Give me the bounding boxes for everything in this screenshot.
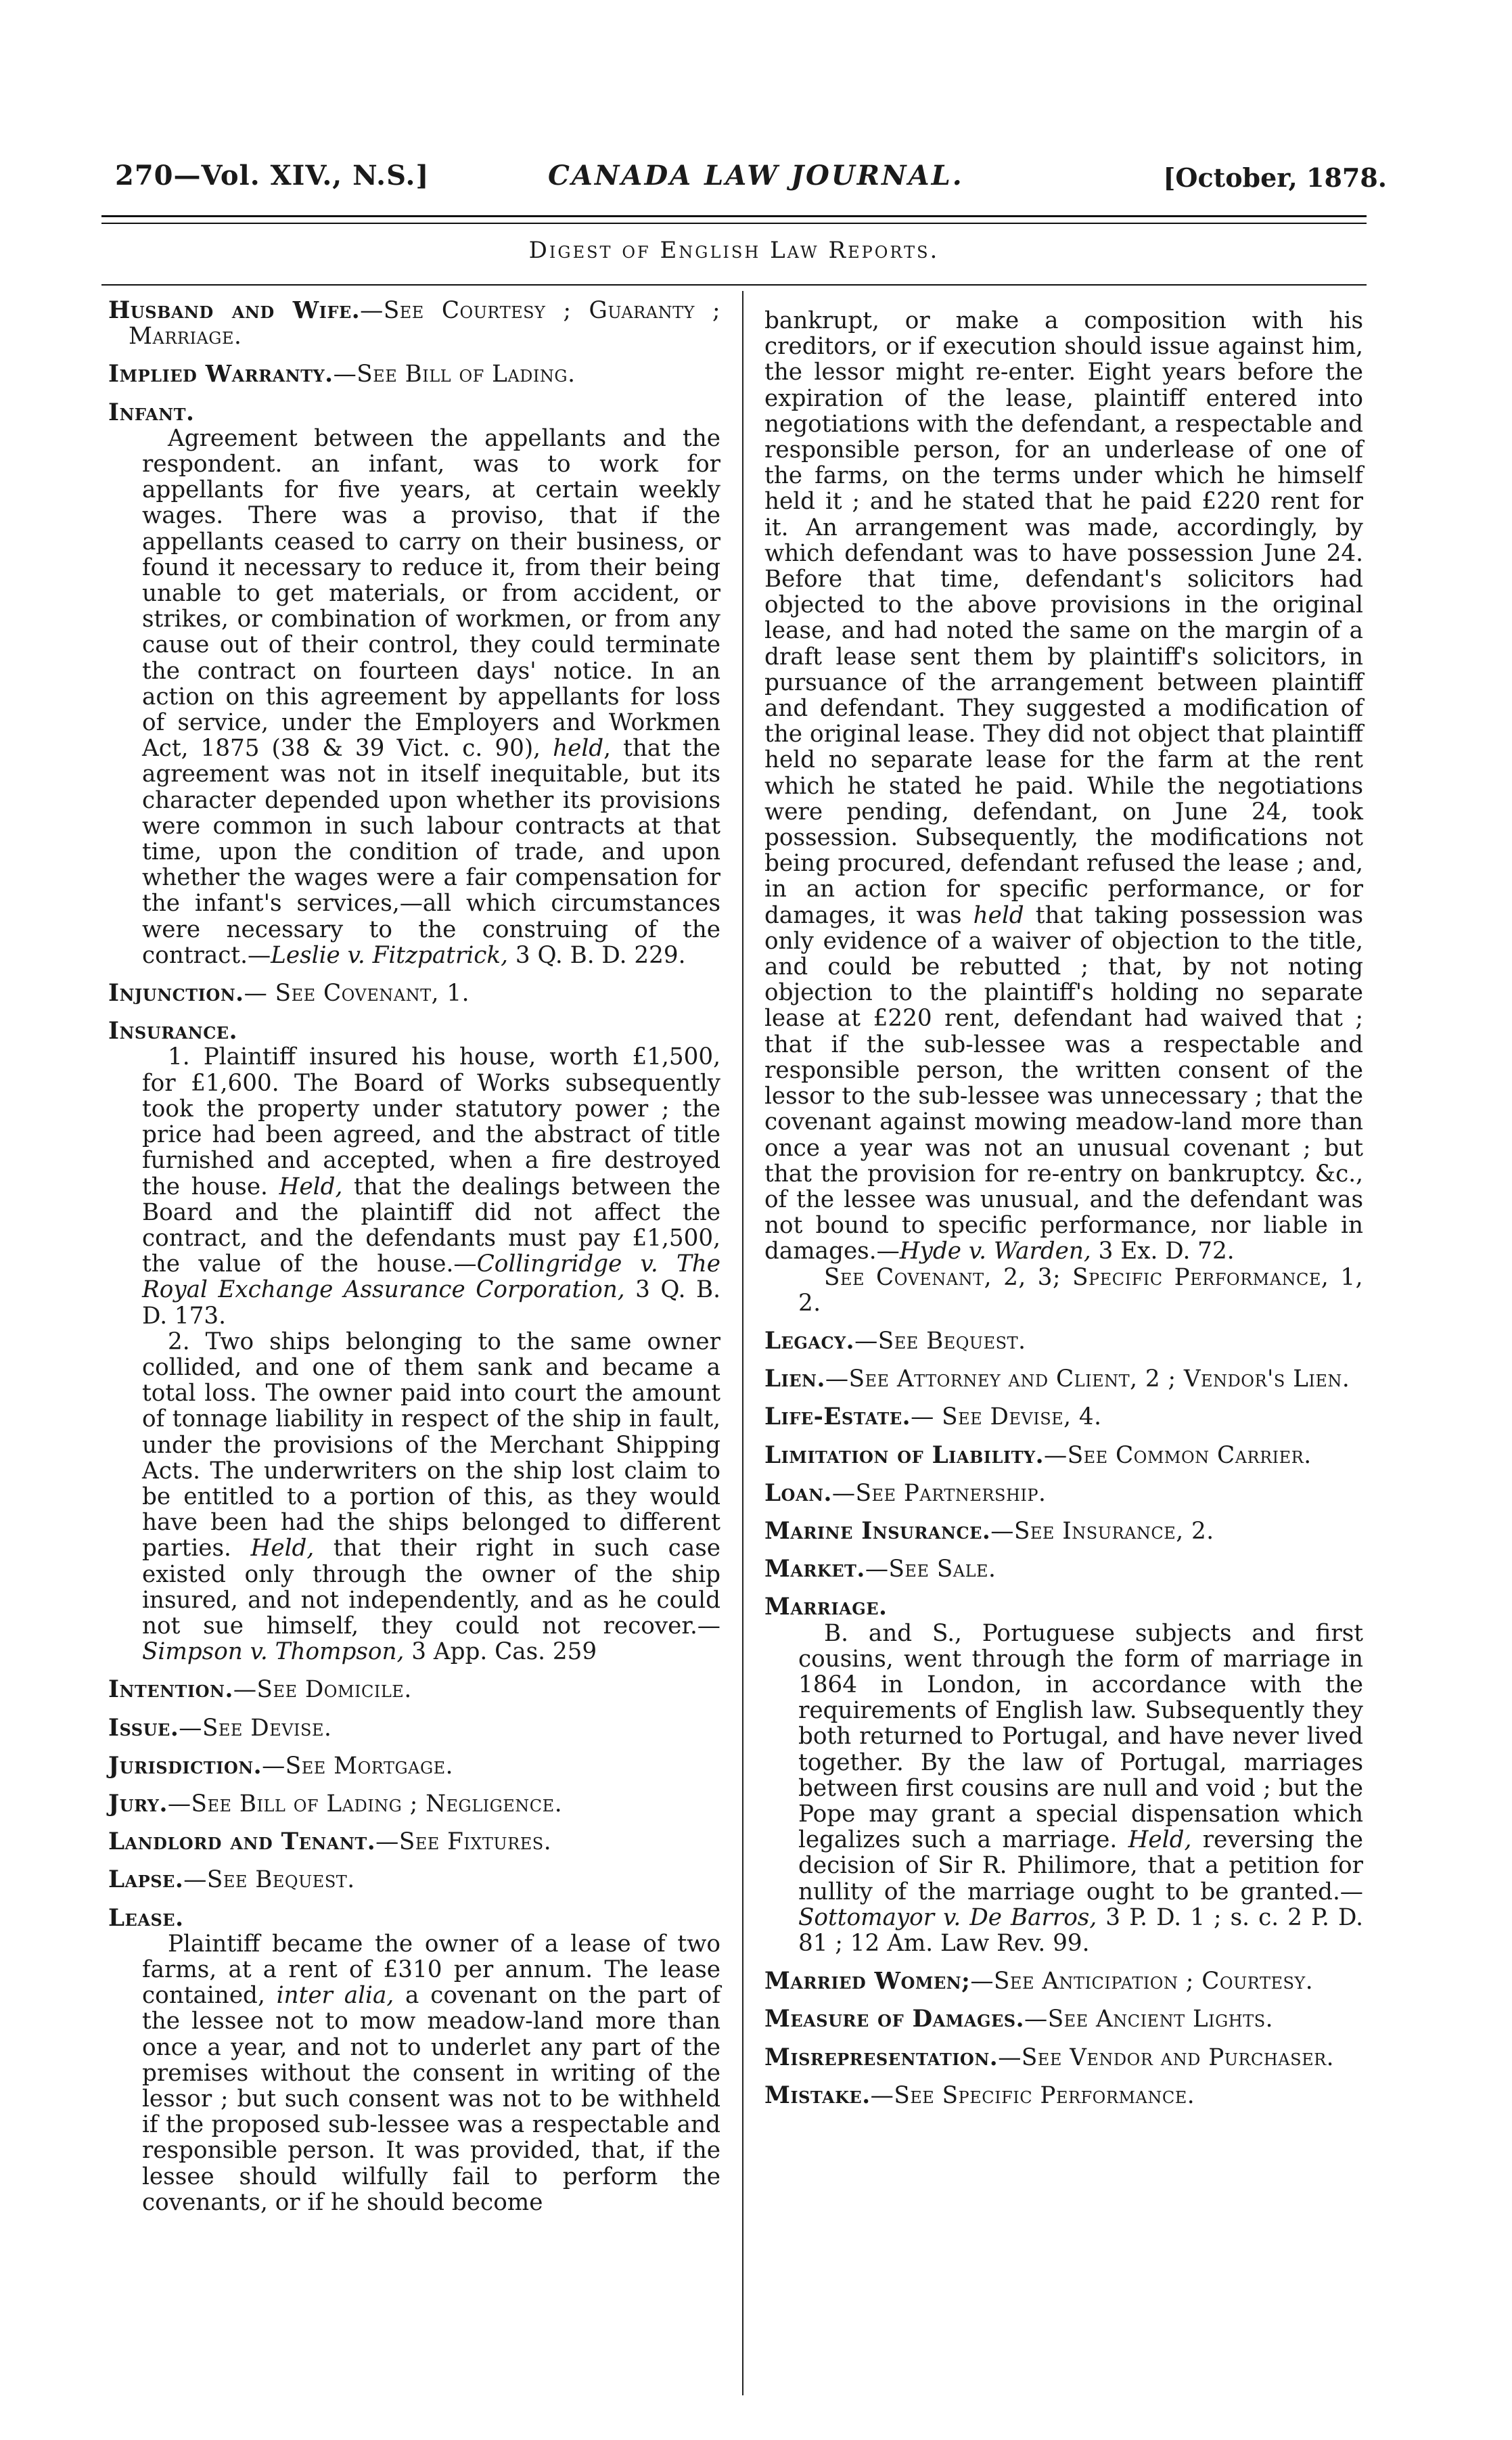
- digest-paragraph: [142, 426, 720, 968]
- entry-married-women: [764, 1968, 1363, 1994]
- held-text: held: [973, 901, 1024, 929]
- entry-lapse: [108, 1867, 720, 1893]
- left-column: [108, 298, 720, 2228]
- page-number-volume: 270—Vol. XIV., N.S.]: [115, 160, 430, 191]
- entry-heading: Marine Insurance.: [764, 1517, 991, 1545]
- paragraph-text: that the dealings between the Board and the plaintiff did not affect the contract, and the defendants must pay £1,500, the value of the house.—: [142, 1173, 721, 1278]
- report-citation: 3 Q. B. D. 229.: [515, 941, 686, 969]
- digest-paragraph: [142, 1329, 720, 1665]
- entry-misrepresentation: [764, 2045, 1363, 2071]
- running-head: [115, 160, 1387, 200]
- entry-heading: Implied Warranty.: [108, 361, 334, 388]
- entry-heading: Misrepresentation.: [764, 2043, 999, 2071]
- entry-heading: Intention.: [108, 1676, 233, 1704]
- cross-reference: —See Fixtures.: [375, 1828, 552, 1856]
- entry-lease: [108, 1905, 720, 2215]
- cross-reference: —See Sale.: [865, 1556, 996, 1583]
- cross-reference: —See Devise.: [179, 1714, 332, 1742]
- entry-marine-insurance: [764, 1518, 1363, 1544]
- cross-reference: —See Specific Performance.: [870, 2081, 1195, 2109]
- digest-paragraph: [142, 1931, 720, 2215]
- see-also: See Covenant, 2, 3; Specific Performance, 1, 2.: [798, 1263, 1363, 1317]
- digest-paragraph: [142, 1044, 720, 1328]
- cross-reference: —See Common Carrier.: [1044, 1441, 1312, 1469]
- entry-heading: Husband and Wife.: [108, 297, 361, 324]
- entry-life-estate: [764, 1404, 1363, 1430]
- entry-marriage: [764, 1594, 1363, 1956]
- digest-paragraph: [764, 308, 1363, 1265]
- paragraph-text: a covenant on the part of the lessee not to mow meadow-land more than once a year, and not to underlet any part of the premises without the consent in writing of the lessor ; but such consent was not to be withheld if the proposed sub-lessee was a respectable and responsible person. It was provided, that, if the lessee should wilfully fail to perform the covenants, or if he should become: [142, 1982, 721, 2216]
- held-text: Held,: [1128, 1826, 1192, 1854]
- entry-heading: Insurance.: [108, 1018, 237, 1045]
- paragraph-text: 1. Plaintiff insured his house, worth £1,500, for £1,600. The Board of Works subsequently took the property under statutory power ; the price had been agreed, and the abstract of title furnished and accepted, when a fire destroyed the house.: [142, 1043, 720, 1200]
- paragraph-text: , that the agreement was not in itself inequitable, but its character depended upon whether its provisions were common in such labour contracts at that time, upon the condition of trade, and upon whether the wages were a fair compensation for the infant's services,—all which circumstances were necessary to the construing of the contract.—: [142, 735, 720, 969]
- report-citation: 3 App. Cas. 259: [411, 1638, 597, 1666]
- cross-reference: —See Bill of Lading ; Negligence.: [167, 1790, 563, 1817]
- entry-heading: Lapse.: [108, 1866, 184, 1894]
- entry-heading: Injunction.: [108, 980, 244, 1008]
- held-text: Held,: [279, 1173, 343, 1200]
- entry-jurisdiction: [108, 1753, 720, 1779]
- case-name: Collingridge v. The Royal Exchange Assurance Corporation,: [142, 1250, 720, 1304]
- entry-heading: Landlord and Tenant.: [108, 1828, 376, 1856]
- section-rule: [101, 284, 1367, 286]
- paragraph-text: that their right in such case existed only through the owner of the ship insured, and not independently, and as he could not sue himself, they could not recover.—: [142, 1535, 720, 1640]
- cross-reference: —See Vendor and Purchaser.: [998, 2043, 1335, 2071]
- entry-heading: Jurisdiction.: [108, 1752, 262, 1780]
- case-name: Simpson v. Thompson,: [142, 1638, 405, 1666]
- latin-phrase: inter alia,: [276, 1982, 394, 2010]
- digest-paragraph: [798, 1621, 1363, 1957]
- case-name: Sottomayor v. De Barros,: [798, 1903, 1097, 1931]
- entry-landlord-and-tenant: [108, 1829, 720, 1855]
- entry-heading: Loan.: [764, 1479, 832, 1507]
- case-name: Hyde v. Warden,: [899, 1238, 1091, 1265]
- entry-heading: Mistake.: [764, 2081, 871, 2109]
- cross-reference: —See Bequest.: [183, 1866, 355, 1894]
- entry-heading: Market.: [764, 1556, 865, 1583]
- entry-heading: Jury.: [108, 1790, 168, 1817]
- entry-legacy: [764, 1328, 1363, 1354]
- report-citation: 3 P. D. 1 ; s. c. 2 P. D. 81 ; 12 Am. Law Rev. 99.: [798, 1903, 1364, 1957]
- cross-reference: —See Insurance, 2.: [990, 1517, 1214, 1545]
- paragraph-text: Plaintiff became the owner of a lease of two farms, at a rent of £310 per annum. The lease contained,: [142, 1930, 720, 2010]
- issue-date: [October, 1878.: [1163, 162, 1387, 193]
- cross-reference: —See Courtesy ; Guaranty ; Marriage.: [129, 297, 721, 351]
- cross-reference: —See Mortgage.: [262, 1752, 454, 1780]
- report-citation: 3 Q. B. D. 173.: [142, 1276, 721, 1330]
- header-rule-top: [101, 215, 1367, 217]
- right-column: [764, 308, 1363, 2121]
- report-citation: 3 Ex. D. 72.: [1098, 1238, 1235, 1265]
- entry-insurance: [108, 1018, 720, 1665]
- entry-lien: [764, 1366, 1363, 1392]
- cross-reference: — See Devise, 4.: [911, 1403, 1102, 1431]
- entry-heading: Life-Estate.: [764, 1403, 911, 1431]
- entry-heading: Legacy.: [764, 1327, 855, 1355]
- entry-lease-continued: [764, 308, 1363, 1316]
- held-text: Held,: [250, 1535, 315, 1562]
- cross-reference: —See Bequest.: [854, 1327, 1026, 1355]
- cross-reference: — See Covenant, 1.: [244, 980, 469, 1008]
- entry-heading: Issue.: [108, 1714, 179, 1742]
- entry-infant: [108, 400, 720, 968]
- entry-injunction: [108, 980, 720, 1006]
- entry-heading: Limitation of Liability.: [764, 1441, 1044, 1469]
- held-text: held: [553, 735, 604, 763]
- entry-heading: Lien.: [764, 1365, 825, 1393]
- cross-reference: —See Domicile.: [233, 1676, 412, 1704]
- header-rule-bottom: [101, 223, 1367, 224]
- cross-reference: —See Attorney and Client, 2 ; Vendor's Lien.: [825, 1365, 1350, 1393]
- entry-loan: [764, 1481, 1363, 1506]
- paragraph-text: Agreement between the appellants and the respondent. an infant, was to work for appellants for five years, at certain weekly wages. There was a proviso, that if the appellants ceased to carry on their business, or found it necessary to reduce it, from their being unable to get materials, or from accident, or strikes, or combination of workmen, or from any cause out of their control, they could terminate the contract on fourteen days' notice. In an action on this agreement by appellants for loss of service, under the Employers and Workmen Act, 1875 (38 & 39 Vict. c. 90),: [142, 424, 720, 763]
- entry-market: [764, 1556, 1363, 1582]
- entry-jury: [108, 1791, 720, 1817]
- cross-reference: —See Ancient Lights.: [1024, 2006, 1274, 2033]
- entry-heading: Lease.: [108, 1904, 184, 1932]
- entry-limitation-of-liability: [764, 1443, 1363, 1468]
- paragraph-text: B. and S., Portuguese subjects and first cousins, went through the form of marriage in 1864 in London, in accordance with the requirements of English law. Subsequently they both returned to Portugal, and have never lived together. By the law of Portugal, marriages between first cousins are null and void ; but the Pope may grant a special dispensation which legalizes such a marriage.: [798, 1619, 1363, 1854]
- entry-husband-and-wife: [108, 298, 720, 349]
- entry-heading: Marriage.: [764, 1594, 888, 1621]
- paragraph-text: reversing the decision of Sir R. Philimore, that a petition for nullity of the marriage ought to be granted.—: [798, 1826, 1363, 1905]
- entry-heading: Married Women;: [764, 1968, 971, 1995]
- cross-reference: —See Anticipation ; Courtesy.: [970, 1968, 1314, 1995]
- paragraph-text: that taking possession was only evidence of a waiver of objection to the title, and could be rebutted ; that, by not noting objection to the plaintiff's holding no separate lease at £220 rent, defendant had waived that ; that if the sub-lessee was a respectable and responsible person, the written consent of the lessor to the sub-lessee was unnecessary ; that the covenant against mowing meadow-land more than once a year was not an unusual covenant ; but that the provision for re-entry on bankruptcy. &c., of the lessee was unusual, and the defendant was not bound to specific performance, nor liable in damages.—: [764, 901, 1363, 1265]
- entry-measure-of-damages: [764, 2006, 1363, 2032]
- section-title: Digest of English Law Reports.: [528, 237, 940, 264]
- entry-heading: Measure of Damages.: [764, 2006, 1024, 2033]
- entry-issue: [108, 1715, 720, 1741]
- cross-reference: —See Partnership.: [831, 1479, 1047, 1507]
- entry-mistake: [764, 2083, 1363, 2108]
- entry-implied-warranty: [108, 361, 720, 387]
- entry-heading: Infant.: [108, 399, 195, 426]
- column-divider: [742, 291, 743, 2395]
- paragraph-text: bankrupt, or make a composition with his creditors, or if execution should issue against him, the lessor might re-enter. Eight years before the expiration of the lease, plaintiff entered into negotiations with the defendant, a respectable and responsible person, for an underlease of one of the farms, on the terms under which he himself held it ; and he stated that he paid £220 rent for it. An arrangement was made, accordingly, by which defendant was to have possession June 24. Before that time, defendant's solicitors had objected to the above provisions in the original lease, and had noted the same on the margin of a draft lease sent them by plaintiff's solicitors, in pursuance of the arrangement between plaintiff and defendant. They suggested a modification of the original lease. They did not object that plaintiff held no separate lease for the farm at the rent which he stated he paid. While the negotiations were pending, defendant, on June 24, took possession. Subsequently, the modifications not being procured, defendant refused the lease ; and, in an action for specific performance, or for damages, it was: [764, 307, 1363, 929]
- entry-intention: [108, 1677, 720, 1702]
- journal-title: CANADA LAW JOURNAL.: [548, 160, 964, 191]
- paragraph-text: 2. Two ships belonging to the same owner collided, and one of them sank and became a total loss. The owner paid into court the amount of tonnage liability in respect of the ship in fault, under the provisions of the Merchant Shipping Acts. The underwriters on the ship lost claim to be entitled to a portion of this, as they would have been had the ships belonged to different parties.: [142, 1328, 720, 1562]
- case-name: Leslie v. Fitzpatrick,: [271, 941, 509, 969]
- cross-reference: —See Bill of Lading.: [333, 361, 576, 388]
